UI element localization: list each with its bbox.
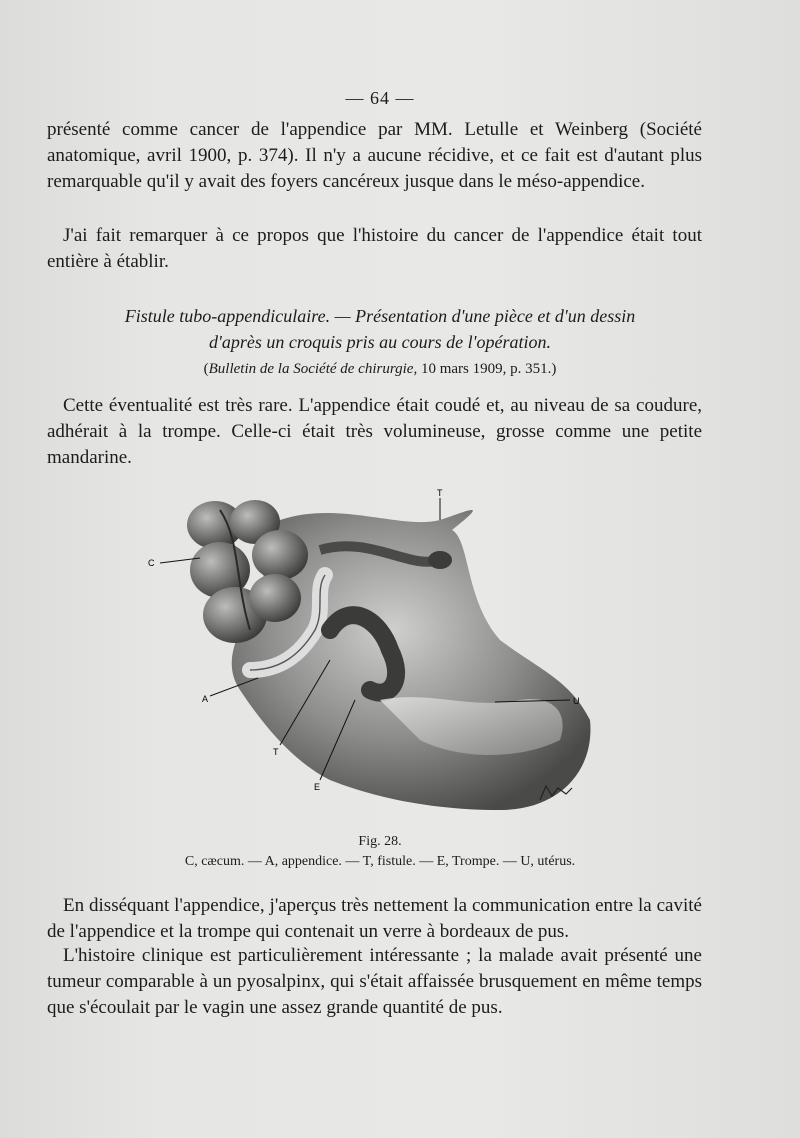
label-e: E [314, 782, 321, 792]
label-u: U [573, 696, 580, 706]
page-number: — 64 — [345, 88, 415, 108]
figure-number: Fig. 28. [358, 834, 402, 849]
section-title-line-1: Fistule tubo-appendiculaire. — Présentation d'une pièce et d'un dessin [124, 306, 636, 326]
label-t: T [273, 747, 279, 757]
paragraph-history-note: J'ai fait remarquer à ce propos que l'histoire du cancer de l'appendice était tout entière à établir. [47, 225, 702, 272]
paragraph-clinical-history: L'histoire clinique est particulièrement intéressante ; la malade avait présenté une tumeur comparable à un pyosalpinx, qui s'était affaissée brusquement en même temps que s'écoulait par le vagin une assez grande quantité de pus. [47, 945, 702, 1018]
bulletin-reference: (Bulletin de la Société de chirurgie, 10 mars 1909, p. 351.) [203, 361, 557, 377]
figure-caption: C, cæcum. — A, appendice. — T, fistule. — E, Trompe. — U, utérus. [184, 854, 576, 869]
anatomical-drawing [140, 480, 600, 830]
section-title-line-2: d'après un croquis pris au cours de l'opération. [208, 332, 552, 352]
label-a: A [202, 694, 209, 704]
label-c: C [148, 558, 155, 568]
paragraph-dissection: En disséquant l'appendice, j'aperçus très nettement la communication entre la cavité de l'appendice et la trompe qui contenait un verre à bordeaux de pus. [47, 895, 702, 942]
paragraph-cancer-appendix: présenté comme cancer de l'appendice par MM. Letulle et Weinberg (Société anatomique, avril 1900, p. 374). Il n'y a aucune récidive, et ce fait est d'autant plus remarquable qu'il y avait des foyers cancéreux jusque dans le méso-appendice. [47, 119, 702, 192]
paragraph-rare-case: Cette éventualité est très rare. L'appendice était coudé et, au niveau de sa coudure, adhérait à la trompe. Celle-ci était très volumineuse, grosse comme une petite mandarine. [47, 395, 702, 468]
drawing-svg [140, 480, 600, 830]
label-t-top: T [437, 488, 443, 498]
